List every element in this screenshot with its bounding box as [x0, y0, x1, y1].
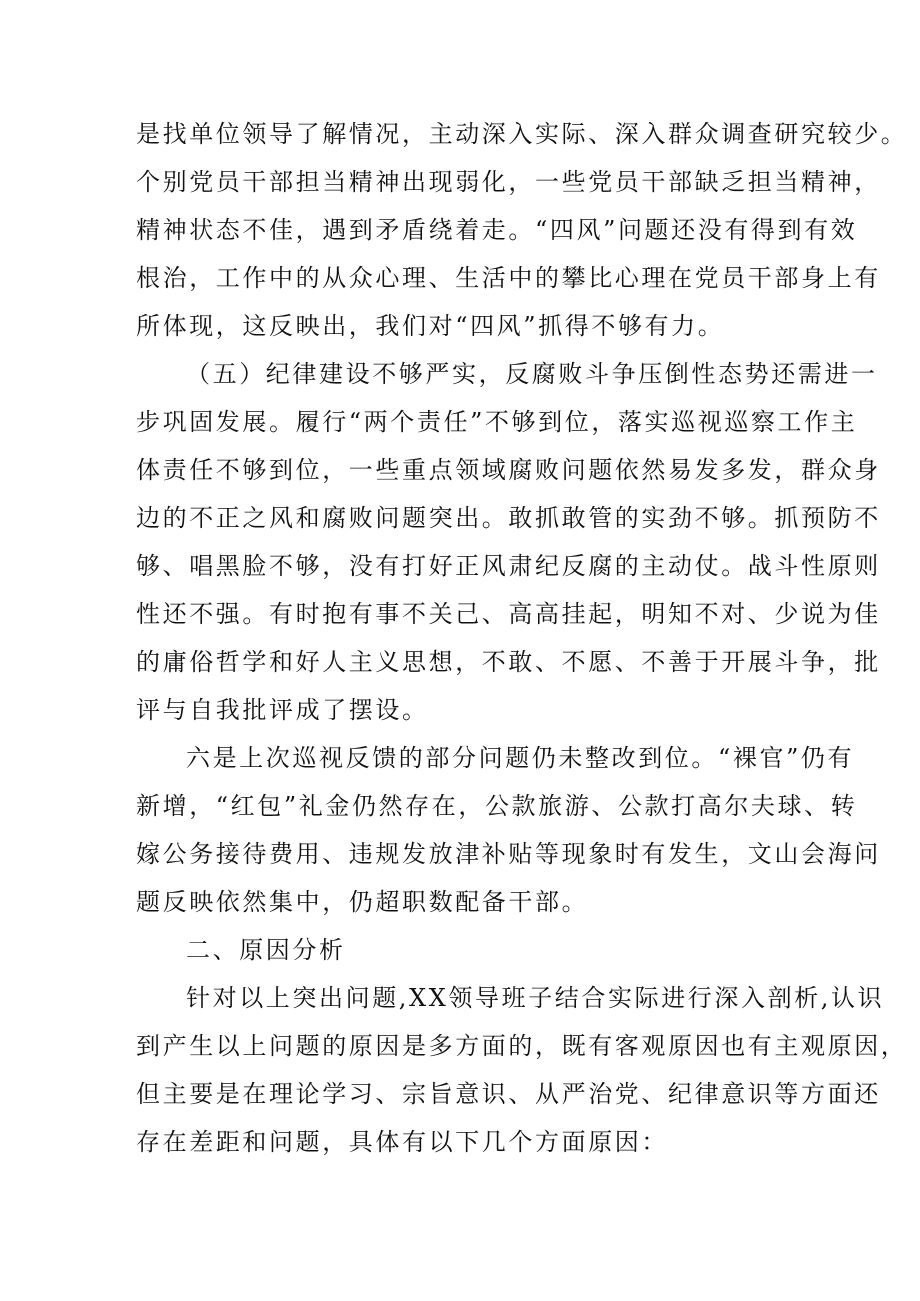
text-line: 是找单位领导了解情况，主动深入实际、深入群众调查研究较少。: [136, 120, 908, 148]
text-line: 体责任不够到位，一些重点领域腐败问题依然易发多发，群众身: [136, 456, 881, 484]
section-heading-5: （五）纪律建设不够严实，反腐败斗争压倒性态势还需进一: [186, 360, 878, 388]
text-line: 所体现，这反映出，我们对“四风”抓得不够有力。: [136, 312, 725, 340]
text-line: 够、唱黑脸不够，没有打好正风肃纪反腐的主动仗。战斗性原则: [136, 552, 881, 580]
text-line: 评与自我批评成了摆设。: [136, 696, 429, 724]
paragraph-start: 针对以上突出问题,XX领导班子结合实际进行深入剖析,认识: [186, 984, 885, 1012]
text-line: 到产生以上问题的原因是多方面的，既有客观原因也有主观原因，: [136, 1032, 908, 1060]
text-line: 但主要是在理论学习、宗旨意识、从严治党、纪律意识等方面还: [136, 1080, 881, 1108]
text-line: 题反映依然集中，仍超职数配备干部。: [136, 888, 589, 916]
text-line: 嫁公务接待费用、违规发放津补贴等现象时有发生，文山会海问: [136, 840, 881, 868]
text-line: 新增，“红包”礼金仍然存在，公款旅游、公款打高尔夫球、转: [136, 792, 858, 820]
section-heading-2: 二、原因分析: [186, 936, 346, 964]
text-line: 性还不强。有时抱有事不关己、高高挂起，明知不对、少说为佳: [136, 600, 881, 628]
text-line: 个别党员干部担当精神出现弱化，一些党员干部缺乏担当精神，: [136, 168, 881, 196]
text-line: 边的不正之风和腐败问题突出。敢抓敢管的实劲不够。抓预防不: [136, 504, 881, 532]
text-line: 步巩固发展。履行“两个责任”不够到位，落实巡视巡察工作主: [136, 408, 858, 436]
text-line: 精神状态不佳，遇到矛盾绕着走。“四风”问题还没有得到有效: [136, 216, 858, 244]
paragraph-start: 六是上次巡视反馈的部分问题仍未整改到位。“裸官”仍有: [186, 744, 855, 772]
text-line: 根治，工作中的从众心理、生活中的攀比心理在党员干部身上有: [136, 264, 881, 292]
text-line: 的庸俗哲学和好人主义思想，不敢、不愿、不善于开展斗争，批: [136, 648, 881, 676]
text-line: 存在差距和问题，具体有以下几个方面原因：: [136, 1128, 668, 1156]
